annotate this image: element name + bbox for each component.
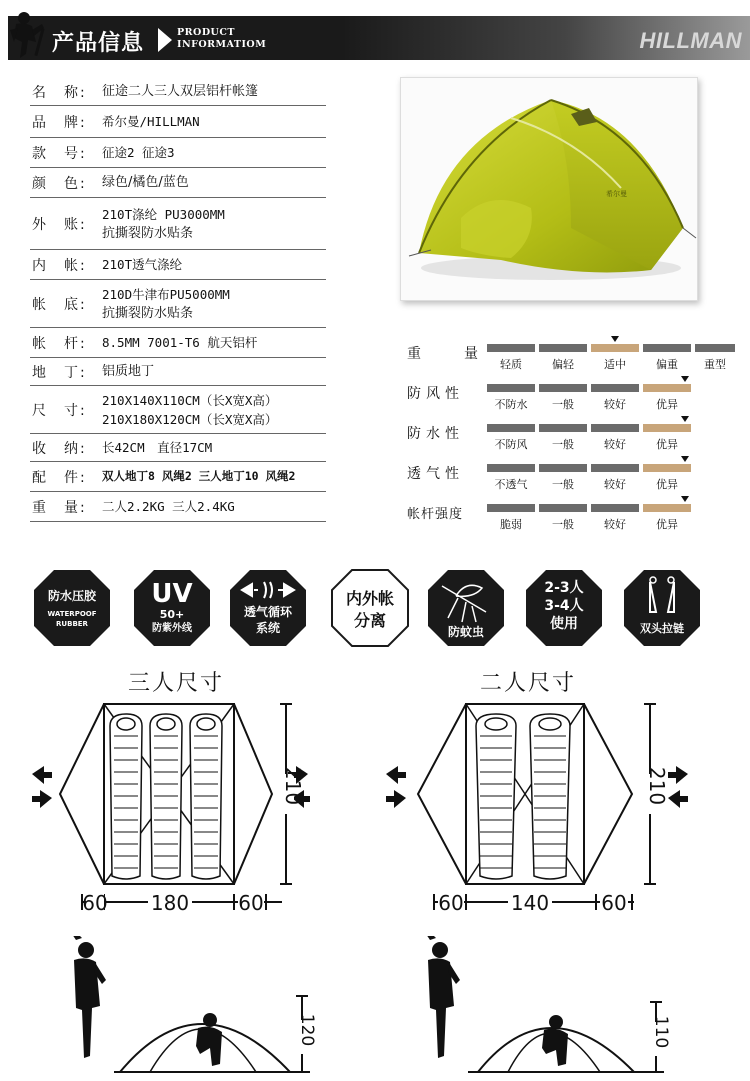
spec-label: 帐 底: <box>32 296 87 313</box>
feature-text: 双头拉链 <box>640 622 684 635</box>
tent-photo <box>400 77 698 301</box>
spec-value <box>102 285 326 323</box>
three-person-floor-plan <box>30 696 310 926</box>
spec-value-line: 210X180X120CM（长X宽X高） <box>102 411 278 427</box>
spec-value: 铝质地丁 <box>102 364 155 379</box>
rating-row-pole-strength <box>405 495 705 535</box>
rating-cell <box>487 464 535 472</box>
rating-row-waterproof <box>405 415 705 455</box>
rating-row-breathable <box>405 455 705 495</box>
spec-row-pole <box>30 328 326 358</box>
rating-cell <box>539 464 587 472</box>
spec-value-line: 210X140X110CM（长X宽X高） <box>102 392 278 408</box>
right-width-label: 60 <box>601 891 627 915</box>
spec-value: 希尔曼/HILLMAN <box>102 114 200 129</box>
spec-label: 配 件: <box>32 469 87 486</box>
rating-option: 优异 <box>656 398 678 411</box>
feature-text: WATERPOOF <box>47 610 97 618</box>
feature-text: 50+ <box>159 608 185 621</box>
three-person-size-title: 三人尺寸 <box>128 671 225 696</box>
uv-icon <box>132 568 212 648</box>
rating-cell-selected <box>643 464 691 472</box>
rating-section <box>405 335 726 535</box>
rating-option: 优异 <box>656 478 678 491</box>
rating-cell <box>539 504 587 512</box>
spec-label: 名 称: <box>32 84 87 101</box>
spec-label: 内 帐: <box>32 257 87 274</box>
feature-text: 使用 <box>550 616 578 632</box>
spec-value <box>102 391 326 429</box>
rating-row-weight <box>405 335 726 375</box>
spec-row-weight <box>30 492 326 522</box>
rating-option: 重型 <box>704 358 726 371</box>
rating-cell <box>539 344 587 352</box>
two-person-floor-plan <box>384 696 690 926</box>
person-standing-icon <box>426 936 460 1058</box>
rating-option: 轻质 <box>500 358 522 371</box>
tent-illustration <box>401 78 699 302</box>
spec-label: 地 丁: <box>32 364 87 381</box>
rating-option: 一般 <box>552 478 574 491</box>
middle-width-label: 180 <box>150 891 190 915</box>
rating-marker-icon <box>681 376 689 382</box>
rating-option: 优异 <box>656 438 678 451</box>
rating-option: 一般 <box>552 398 574 411</box>
rating-cell <box>539 424 587 432</box>
spec-label: 收 纳: <box>32 440 87 457</box>
spec-label: 颜 色: <box>32 175 87 192</box>
rating-cell <box>487 344 535 352</box>
rating-option: 较好 <box>604 478 626 491</box>
header-subtitle-line1: PRODUCT <box>177 27 235 38</box>
rating-cell <box>487 424 535 432</box>
rating-cell <box>591 424 639 432</box>
rating-cell-selected <box>643 384 691 392</box>
feature-text: 2-3人 <box>544 580 584 596</box>
spec-row-storage <box>30 434 326 462</box>
size-diagrams <box>0 660 750 1081</box>
rating-option: 一般 <box>552 518 574 531</box>
rating-marker-icon <box>681 456 689 462</box>
rating-cell <box>591 464 639 472</box>
rating-cell <box>591 504 639 512</box>
rating-option: 较好 <box>604 398 626 411</box>
spec-value-line: 210T涤纶 PU3000MM <box>102 206 225 222</box>
spec-label: 外 账: <box>32 216 87 233</box>
double-zipper-icon <box>622 568 702 648</box>
height-label: 120 <box>297 1013 317 1047</box>
three-person-height-view <box>70 936 330 1076</box>
feature-text: 防紫外线 <box>152 623 192 634</box>
rating-option: 适中 <box>604 358 626 371</box>
rating-cell-selected <box>643 424 691 432</box>
spec-value-line: 抗撕裂防水贴条 <box>102 305 194 321</box>
rating-label: 防水性 <box>407 426 464 442</box>
rating-option: 偏重 <box>656 358 678 371</box>
rating-cell <box>487 504 535 512</box>
spec-row-color <box>30 168 326 198</box>
left-width-label: 60 <box>438 891 464 915</box>
spec-row-accessories <box>30 462 326 492</box>
rating-option: 较好 <box>604 518 626 531</box>
header-banner <box>0 0 750 66</box>
feature-text: 防蚊虫 <box>447 625 485 639</box>
rating-option: 不防风 <box>494 438 528 451</box>
rating-label: 帐杆强度 <box>407 507 464 522</box>
spec-row-inner <box>30 250 326 280</box>
capacity-icon <box>524 568 604 648</box>
length-label: 210 <box>281 766 305 806</box>
spec-value <box>102 205 326 243</box>
spec-value: 征途二人三人双层铝杆帐篷 <box>102 84 259 99</box>
rating-label: 重 量 <box>407 346 483 362</box>
spec-value: 征途2 征途3 <box>102 145 175 160</box>
rating-label: 透气性 <box>407 466 464 482</box>
feature-icons <box>32 568 722 648</box>
rating-option: 较好 <box>604 438 626 451</box>
spec-value-line: 210D牛津布PU5000MM <box>102 286 230 302</box>
rating-option: 一般 <box>552 438 574 451</box>
rating-row-windproof <box>405 375 705 415</box>
rating-option: 偏轻 <box>552 358 574 371</box>
two-person-size-title: 二人尺寸 <box>480 671 577 696</box>
spec-value: 210T透气涤纶 <box>102 257 183 272</box>
rating-marker-icon <box>611 336 619 342</box>
rating-option: 不防水 <box>494 398 528 411</box>
feature-text: 防水压胶 <box>47 589 97 603</box>
spec-value: 绿色/橘色/蓝色 <box>102 175 189 190</box>
rating-cell <box>643 344 691 352</box>
person-crouching-icon <box>542 1015 568 1066</box>
spec-label: 帐 杆: <box>32 335 87 352</box>
spec-label: 重 量: <box>32 499 87 516</box>
feature-text: RUBBER <box>56 620 88 628</box>
header-subtitle-line2: INFORMATIOM <box>177 39 267 50</box>
person-standing-icon <box>72 936 106 1058</box>
spec-value: 8.5MM 7001-T6 航天铝杆 <box>102 335 258 350</box>
spec-row-floor <box>30 280 326 328</box>
rating-cell <box>695 344 735 352</box>
feature-text: 内外帐 <box>345 589 395 608</box>
spec-row-brand <box>30 106 326 138</box>
rating-cell-selected <box>591 344 639 352</box>
spec-row-stake <box>30 358 326 386</box>
right-width-label: 60 <box>238 891 264 915</box>
feature-text: 3-4人 <box>544 598 584 614</box>
feature-text: 系统 <box>255 621 281 635</box>
spec-label: 品 牌: <box>32 114 87 131</box>
rating-cell-selected <box>643 504 691 512</box>
spec-value-line: 抗撕裂防水贴条 <box>102 225 194 241</box>
spec-row-name <box>30 78 326 106</box>
mosquito-icon <box>426 568 506 648</box>
spec-row-size <box>30 386 326 434</box>
feature-text: UV <box>151 579 193 609</box>
feature-text: 分离 <box>353 611 387 630</box>
rating-marker-icon <box>681 496 689 502</box>
rating-option: 不透气 <box>494 478 528 491</box>
waterproof-rubber-icon <box>32 568 112 648</box>
rating-option: 优异 <box>656 518 678 531</box>
spec-table <box>30 78 326 522</box>
spec-label: 款 号: <box>32 145 87 162</box>
spec-row-model <box>30 138 326 168</box>
length-label: 210 <box>645 766 669 806</box>
separate-tent-icon <box>330 568 410 648</box>
rating-cell <box>487 384 535 392</box>
left-width-label: 60 <box>82 891 108 915</box>
height-label: 110 <box>651 1015 671 1049</box>
middle-width-label: 140 <box>510 891 550 915</box>
spec-value: 二人2.2KG 三人2.4KG <box>102 499 235 514</box>
rating-option: 脆弱 <box>500 518 522 531</box>
header-title: 产品信息 <box>52 31 145 56</box>
rating-cell <box>591 384 639 392</box>
spec-value: 双人地丁8 风绳2 三人地丁10 风绳2 <box>102 469 296 483</box>
brand-name: HILLMAN <box>639 28 742 53</box>
header-arrow-icon <box>158 28 172 52</box>
header-subtitle <box>177 27 266 51</box>
rating-marker-icon <box>681 416 689 422</box>
spec-label: 尺 寸: <box>32 402 87 419</box>
rating-cell <box>539 384 587 392</box>
svg-text:希尔曼: 希尔曼 <box>606 190 627 198</box>
air-circulation-icon <box>228 568 308 648</box>
spec-row-outer <box>30 198 326 250</box>
two-person-height-view <box>424 936 694 1076</box>
person-crouching-icon <box>196 1013 222 1066</box>
hiker-logo-icon <box>2 8 50 62</box>
spec-value: 长42CM 直径17CM <box>102 440 213 455</box>
feature-text: 透气循环 <box>243 605 293 619</box>
rating-label: 防风性 <box>407 386 464 402</box>
